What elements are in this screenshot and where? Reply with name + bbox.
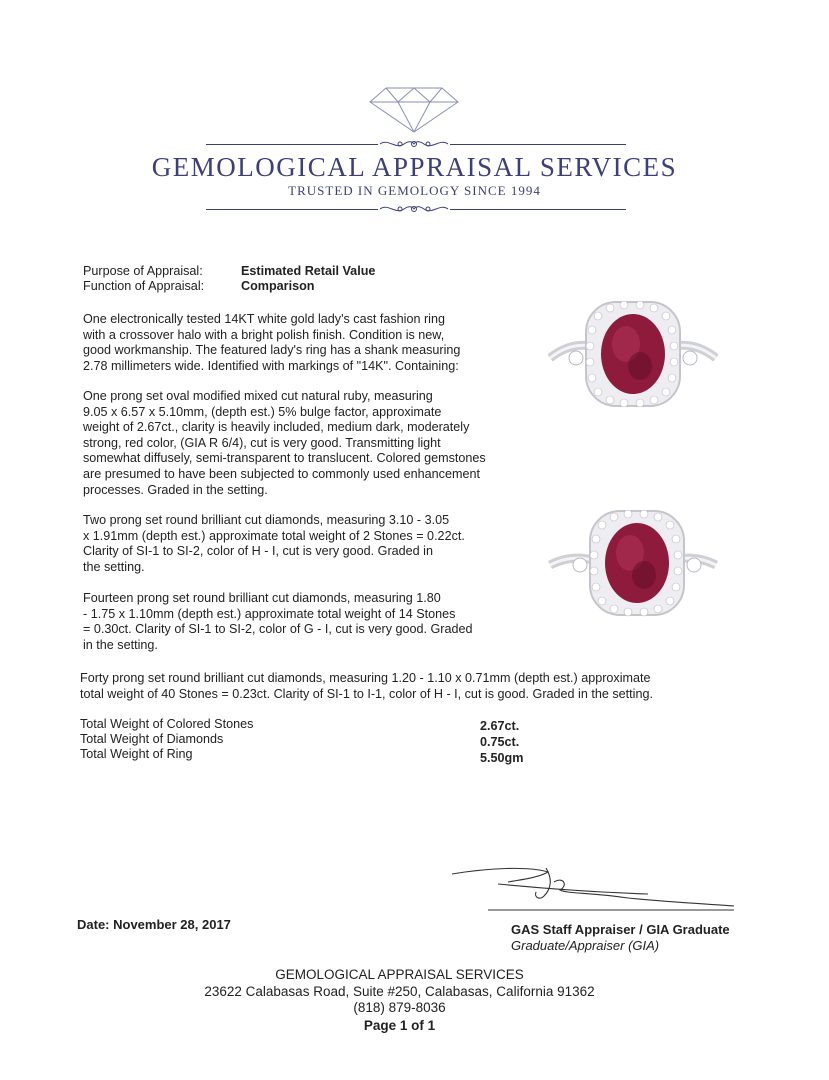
text-line: the setting. bbox=[83, 559, 145, 574]
paragraph-two-diamonds bbox=[83, 513, 513, 575]
side-diamond bbox=[573, 558, 587, 572]
text-line: Two prong set round brilliant cut diamonds, measuring 3.10 - 3.05 bbox=[83, 513, 450, 527]
paragraph-ring-description bbox=[83, 312, 513, 374]
text-line: strong, red color, (GIA R 6/4), cut is very good. Transmitting light bbox=[83, 435, 441, 450]
text-line: x 1.91mm (depth est.) approximate total weight of 2 Stones = 0.22ct. bbox=[83, 528, 465, 543]
purpose-value: Estimated Retail Value bbox=[241, 264, 376, 278]
totals-label-colored: Total Weight of Colored Stones bbox=[80, 717, 254, 731]
text-line: Fourteen prong set round brilliant cut diamonds, measuring 1.80 bbox=[83, 591, 441, 605]
side-diamond bbox=[683, 351, 697, 365]
appraiser-subtitle: Graduate/Appraiser (GIA) bbox=[511, 938, 660, 953]
side-diamond bbox=[569, 351, 583, 365]
footer-address: 23622 Calabasas Road, Suite #250, Calabasas, California 91362 bbox=[204, 984, 595, 999]
purpose-label: Purpose of Appraisal: bbox=[83, 264, 203, 278]
side-diamond bbox=[687, 558, 701, 572]
text-line: = 0.30ct. Clarity of SI-1 to SI-2, color of G - I, cut is very good. Graded bbox=[83, 622, 473, 637]
text-line: weight of 2.67ct., clarity is heavily included, medium dark, moderately bbox=[83, 420, 470, 435]
header-top-rule-left bbox=[206, 144, 378, 145]
function-label: Function of Appraisal: bbox=[83, 279, 205, 293]
text-line: One electronically tested 14KT white gold lady's cast fashion ring bbox=[83, 312, 445, 326]
header-bottom-rule-left bbox=[206, 209, 378, 210]
paragraph-forty-diamonds bbox=[80, 671, 720, 702]
text-line: with a crossover halo with a bright polish finish. Condition is new, bbox=[83, 327, 445, 342]
ring-photo-bottom bbox=[548, 507, 718, 627]
paragraph-fourteen-diamonds bbox=[83, 591, 513, 653]
text-line: total weight of 40 Stones = 0.23ct. Clarity of SI-1 to I-1, color of H - I, cut is good. Graded in the setting. bbox=[80, 686, 653, 701]
brand-name: GEMOLOGICAL APPRAISAL SERVICES bbox=[151, 152, 678, 182]
totals-value-ring: 5.50gm bbox=[480, 751, 524, 765]
text-line: good workmanship. The featured lady's ring has a shank measuring bbox=[83, 343, 461, 358]
text-line: processes. Graded in the setting. bbox=[83, 482, 268, 497]
totals-label-ring: Total Weight of Ring bbox=[80, 747, 193, 761]
paragraph-ruby bbox=[83, 389, 513, 498]
text-line: Clarity of SI-1 to SI-2, color of H - I, cut is very good. Graded in bbox=[83, 544, 433, 559]
text-line: in the setting. bbox=[83, 637, 158, 652]
flourish-ornament-icon bbox=[378, 137, 450, 151]
flourish-ornament-icon bbox=[378, 202, 450, 216]
text-line: 9.05 x 6.57 x 5.10mm, (depth est.) 5% bulge factor, approximate bbox=[83, 404, 442, 419]
text-line: - 1.75 x 1.10mm (depth est.) approximate total weight of 14 Stones bbox=[83, 606, 456, 621]
text-line: somewhat diffusely, semi-transparent to translucent. Colored gemstones bbox=[83, 451, 486, 466]
page-number: Page 1 of 1 bbox=[363, 1018, 436, 1033]
brand-tagline: TRUSTED IN GEMOLOGY SINCE 1994 bbox=[288, 183, 541, 198]
header-bottom-rule-right bbox=[450, 209, 626, 210]
diamond-outline-icon bbox=[368, 86, 460, 134]
appraiser-signature bbox=[448, 862, 738, 912]
text-line: 2.78 millimeters wide. Identified with markings of "14K". Containing: bbox=[83, 358, 459, 373]
appraisal-date: Date: November 28, 2017 bbox=[77, 917, 231, 932]
footer-phone: (818) 879-8036 bbox=[353, 1000, 446, 1015]
text-line: are presumed to have been subjected to commonly used enhancement bbox=[83, 466, 480, 481]
ring-photo-top bbox=[548, 296, 718, 416]
totals-value-colored: 2.67ct. bbox=[480, 719, 520, 733]
footer-company: GEMOLOGICAL APPRAISAL SERVICES bbox=[275, 967, 524, 982]
header-top-rule-right bbox=[450, 144, 626, 145]
appraiser-title: GAS Staff Appraiser / GIA Graduate bbox=[511, 922, 730, 937]
totals-label-diamonds: Total Weight of Diamonds bbox=[80, 732, 224, 746]
text-line: Forty prong set round brilliant cut diamonds, measuring 1.20 - 1.10 x 0.71mm (depth est.) approximate bbox=[80, 671, 651, 685]
text-line: One prong set oval modified mixed cut natural ruby, measuring bbox=[83, 389, 433, 403]
totals-value-diamonds: 0.75ct. bbox=[480, 735, 520, 749]
function-value: Comparison bbox=[241, 279, 315, 293]
